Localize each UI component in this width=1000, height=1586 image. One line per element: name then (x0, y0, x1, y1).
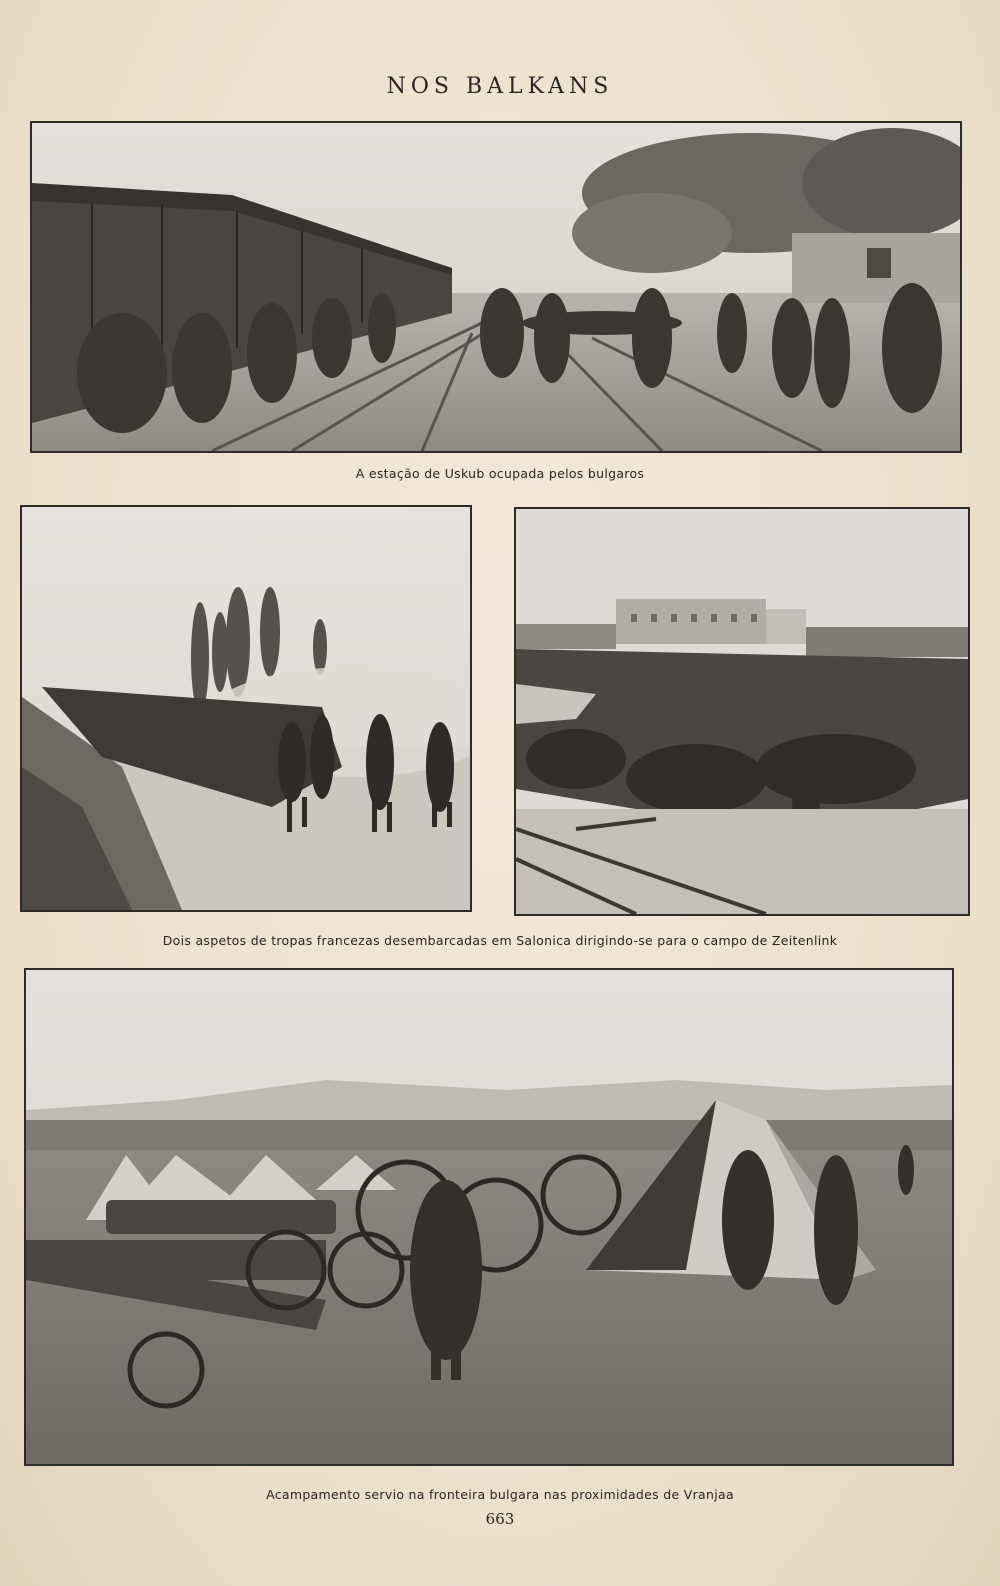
photo-station-uskub (30, 121, 962, 453)
caption-station-uskub: A estação de Uskub ocupada pelos bulgaros (355, 466, 645, 481)
caption-serbian-camp-vranja: Acampamento servio na fronteira bulgara nas proximidades de Vranjaa (266, 1487, 734, 1502)
photo-troops-marching (20, 505, 472, 912)
page-number: 663 (485, 1510, 515, 1528)
caption-french-troops-salonica: Dois aspetos de tropas francezas desembarcadas em Salonica dirigindo-se para o campo de Zeitenlink (162, 933, 838, 948)
photo-troops-gathered (514, 507, 970, 916)
photo-serbian-camp (24, 968, 954, 1466)
page-heading: NOS BALKANS (386, 74, 614, 99)
